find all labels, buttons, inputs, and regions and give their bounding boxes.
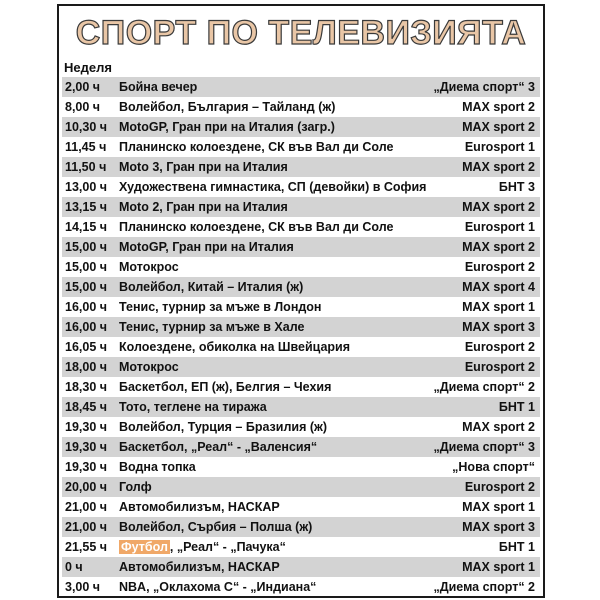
row-time: 13,15 ч xyxy=(65,200,108,214)
schedule-row xyxy=(62,517,540,537)
row-time: 20,00 ч xyxy=(65,480,108,494)
row-time: 15,00 ч xyxy=(65,280,108,294)
row-event: Баскетбол, „Реал“ - „Валенсия“ xyxy=(119,440,318,454)
row-channel: MAX sport 1 xyxy=(462,560,535,574)
row-time: 13,00 ч xyxy=(65,180,108,194)
row-event: Планинско колоездене, СК във Вал ди Соле xyxy=(119,220,394,234)
row-channel: Eurosport 2 xyxy=(464,360,535,374)
row-time: 16,00 ч xyxy=(65,320,108,334)
schedule-row xyxy=(62,277,540,297)
row-time: 11,45 ч xyxy=(65,140,107,154)
row-event: Голф xyxy=(119,480,152,494)
row-channel: MAX sport 2 xyxy=(462,240,535,254)
row-channel: „Диема спорт“ 2 xyxy=(433,580,535,594)
row-channel: „Диема спорт“ 3 xyxy=(433,80,535,94)
row-event: MotoGP, Гран при на Италия (загр.) xyxy=(119,120,335,134)
schedule-row xyxy=(62,557,540,577)
schedule-row xyxy=(62,97,540,117)
row-event: Водна топка xyxy=(119,460,196,474)
schedule-list xyxy=(62,77,540,597)
row-event: MotoGP, Гран при на Италия xyxy=(119,240,294,254)
row-channel: „Диема спорт“ 2 xyxy=(433,380,535,394)
row-channel: MAX sport 4 xyxy=(462,280,535,294)
row-channel: Eurosport 1 xyxy=(464,220,535,234)
schedule-row xyxy=(62,457,540,477)
schedule-row xyxy=(62,257,540,277)
row-channel: MAX sport 2 xyxy=(462,120,535,134)
row-event: Moto 2, Гран при на Италия xyxy=(119,200,288,214)
row-time: 2,00 ч xyxy=(65,80,101,94)
row-time: 8,00 ч xyxy=(65,100,101,114)
row-channel: MAX sport 2 xyxy=(462,100,535,114)
schedule-row xyxy=(62,297,540,317)
schedule-row xyxy=(62,217,540,237)
schedule-row xyxy=(62,577,540,597)
row-channel: „Диема спорт“ 3 xyxy=(433,440,535,454)
row-time: 18,30 ч xyxy=(65,380,108,394)
row-time: 21,00 ч xyxy=(65,520,108,534)
row-event: Бойна вечер xyxy=(119,80,198,94)
row-time: 16,00 ч xyxy=(65,300,108,314)
highlighted-sport: Футбол xyxy=(121,540,168,554)
row-time: 19,30 ч xyxy=(65,460,108,474)
row-time: 21,00 ч xyxy=(65,500,108,514)
row-event xyxy=(119,537,286,557)
row-channel: „Нова спорт“ xyxy=(452,460,535,474)
row-channel: БНТ 3 xyxy=(498,180,535,194)
row-time: 14,15 ч xyxy=(65,220,108,234)
row-channel: Eurosport 2 xyxy=(464,340,535,354)
row-event: Волейбол, Китай – Италия (ж) xyxy=(119,280,304,294)
row-time: 15,00 ч xyxy=(65,240,108,254)
schedule-row xyxy=(62,437,540,457)
row-event: Волейбол, България – Тайланд (ж) xyxy=(119,100,336,114)
row-event: NBA, „Оклахома С“ - „Индиана“ xyxy=(119,580,317,594)
schedule-row xyxy=(62,417,540,437)
row-channel: БНТ 1 xyxy=(498,400,535,414)
page-title: СПОРТ ПО ТЕЛЕВИЗИЯТА xyxy=(75,14,527,52)
schedule-row xyxy=(62,197,540,217)
day-heading: Неделя xyxy=(64,60,112,75)
schedule-row xyxy=(62,537,540,557)
row-event: Волейбол, Сърбия – Полша (ж) xyxy=(119,520,313,534)
schedule-row xyxy=(62,497,540,517)
row-channel: MAX sport 2 xyxy=(462,200,535,214)
row-event: Мотокрос xyxy=(119,360,179,374)
schedule-row xyxy=(62,377,540,397)
row-event: Тенис, турнир за мъже в Лондон xyxy=(119,300,322,314)
schedule-row xyxy=(62,397,540,417)
row-event: Мотокрос xyxy=(119,260,179,274)
row-channel: БНТ 1 xyxy=(498,540,535,554)
schedule-row xyxy=(62,357,540,377)
row-time: 19,30 ч xyxy=(65,440,108,454)
row-event: Автомобилизъм, НАСКАР xyxy=(119,560,280,574)
row-event: Тото, теглене на тиража xyxy=(119,400,267,414)
row-channel: MAX sport 1 xyxy=(462,500,535,514)
row-event: Художествена гимнастика, СП (девойки) в София xyxy=(119,180,427,194)
row-time: 0 ч xyxy=(65,560,83,574)
row-event: Баскетбол, ЕП (ж), Белгия – Чехия xyxy=(119,380,332,394)
row-channel: MAX sport 1 xyxy=(462,300,535,314)
tv-sports-schedule xyxy=(57,4,545,598)
row-event: Тенис, турнир за мъже в Хале xyxy=(119,320,305,334)
row-channel: MAX sport 2 xyxy=(462,160,535,174)
row-time: 11,50 ч xyxy=(65,160,107,174)
row-channel: MAX sport 2 xyxy=(462,420,535,434)
row-channel: MAX sport 3 xyxy=(462,320,535,334)
schedule-row xyxy=(62,157,540,177)
row-time: 15,00 ч xyxy=(65,260,108,274)
row-channel: MAX sport 3 xyxy=(462,520,535,534)
schedule-row xyxy=(62,117,540,137)
row-time: 10,30 ч xyxy=(65,120,108,134)
row-event: Планинско колоездене, СК във Вал ди Соле xyxy=(119,140,394,154)
row-channel: Eurosport 1 xyxy=(464,140,535,154)
schedule-row xyxy=(62,77,540,97)
schedule-row xyxy=(62,237,540,257)
row-event: Автомобилизъм, НАСКАР xyxy=(119,500,280,514)
row-channel: Eurosport 2 xyxy=(464,480,535,494)
row-time: 19,30 ч xyxy=(65,420,108,434)
row-time: 21,55 ч xyxy=(65,540,108,554)
row-time: 3,00 ч xyxy=(65,580,101,594)
schedule-row xyxy=(62,477,540,497)
row-time: 18,45 ч xyxy=(65,400,108,414)
row-event: Колоездене, обиколка на Швейцария xyxy=(119,340,351,354)
row-time: 16,05 ч xyxy=(65,340,108,354)
row-event: Волейбол, Турция – Бразилия (ж) xyxy=(119,420,328,434)
row-time: 18,00 ч xyxy=(65,360,108,374)
schedule-row xyxy=(62,177,540,197)
row-channel: Eurosport 2 xyxy=(464,260,535,274)
row-event-rest: , „Реал“ - „Пачука“ xyxy=(169,540,286,554)
schedule-row xyxy=(62,137,540,157)
schedule-row xyxy=(62,317,540,337)
schedule-row xyxy=(62,337,540,357)
row-event: Moto 3, Гран при на Италия xyxy=(119,160,288,174)
